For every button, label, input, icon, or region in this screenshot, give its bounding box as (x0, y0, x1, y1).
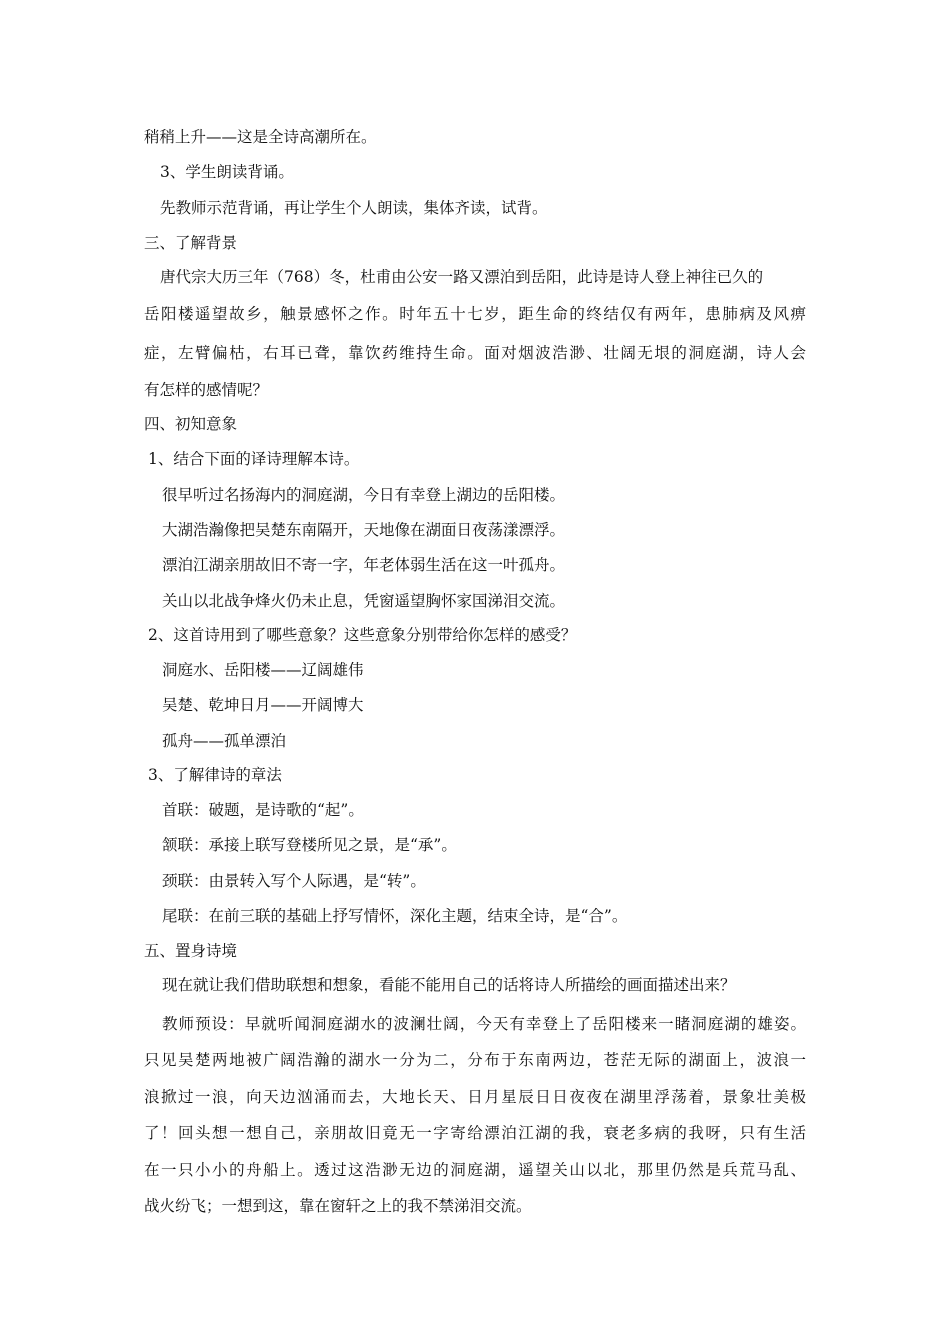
text-line: 3、学生朗读背诵。 (160, 163, 294, 181)
text-line: 颈联：由景转入写个人际遇，是“转”。 (162, 872, 426, 890)
text-line: 教师预设：早就听闻洞庭湖水的波澜壮阔，今天有幸登上了岳阳楼来一睹洞庭湖的雄姿。 (162, 1015, 806, 1033)
text-line: 岳阳楼遥望故乡，触景感怀之作。时年五十七岁，距生命的终结仅有两年，患肺病及风痹 (144, 305, 806, 323)
section-heading: 五、置身诗境 (144, 942, 238, 960)
text-line: 浪掀过一浪，向天边汹涌而去，大地长天、日月星辰日日夜夜在湖里浮荡着，景象壮美极 (144, 1088, 806, 1106)
text-line: 在一只小小的舟船上。透过这浩渺无边的洞庭湖，遥望关山以北，那里仍然是兵荒马乱、 (144, 1161, 806, 1179)
text-line: 现在就让我们借助联想和想象，看能不能用自己的话将诗人所描绘的画面描述出来？ (162, 976, 736, 994)
text-line: 尾联：在前三联的基础上抒写情怀，深化主题，结束全诗，是“合”。 (162, 907, 628, 925)
text-line: 首联：破题，是诗歌的“起”。 (162, 801, 364, 819)
text-line: 吴楚、乾坤日月——开阔博大 (162, 696, 364, 714)
text-line: 只见吴楚两地被广阔浩瀚的湖水一分为二，分布于东南两边，苍茫无际的湖面上，波浪一 (144, 1051, 806, 1069)
section-heading: 四、初知意象 (144, 415, 238, 433)
text-line: 有怎样的感情呢？ (144, 381, 269, 399)
text-line: 颔联：承接上联写登楼所见之景，是“承”。 (162, 836, 457, 854)
text-line: 症，左臂偏枯，右耳已聋，靠饮药维持生命。面对烟波浩渺、壮阔无垠的洞庭湖，诗人会 (144, 344, 806, 362)
text-line: 洞庭水、岳阳楼——辽阔雄伟 (162, 661, 364, 679)
text-line: 大湖浩瀚像把吴楚东南隔开，天地像在湖面日夜荡漾漂浮。 (162, 521, 566, 539)
text-line: 稍稍上升——这是全诗高潮所在。 (144, 128, 377, 146)
text-line: 漂泊江湖亲朋故旧不寄一字，年老体弱生活在这一叶孤舟。 (162, 556, 566, 574)
text-line: 关山以北战争烽火仍未止息，凭窗遥望胸怀家国涕泪交流。 (162, 592, 566, 610)
text-line: 孤舟——孤单漂泊 (162, 732, 287, 750)
text-line: 战火纷飞；一想到这，靠在窗轩之上的我不禁涕泪交流。 (144, 1197, 532, 1215)
text-line: 很早听过名扬海内的洞庭湖，今日有幸登上湖边的岳阳楼。 (162, 486, 566, 504)
text-line: 先教师示范背诵，再让学生个人朗读，集体齐读，试背。 (160, 199, 548, 217)
section-heading: 三、了解背景 (144, 234, 238, 252)
text-line: 3、了解律诗的章法 (148, 766, 282, 784)
text-line: 了！回头想一想自己，亲朋故旧竟无一字寄给漂泊江湖的我，衰老多病的我呀，只有生活 (144, 1124, 806, 1142)
text-line: 唐代宗大历三年（768）冬，杜甫由公安一路又漂泊到岳阳，此诗是诗人登上神往已久的 (160, 268, 764, 286)
text-line: 2、这首诗用到了哪些意象？这些意象分别带给你怎样的感受？ (148, 626, 577, 644)
text-line: 1、结合下面的译诗理解本诗。 (148, 450, 360, 468)
